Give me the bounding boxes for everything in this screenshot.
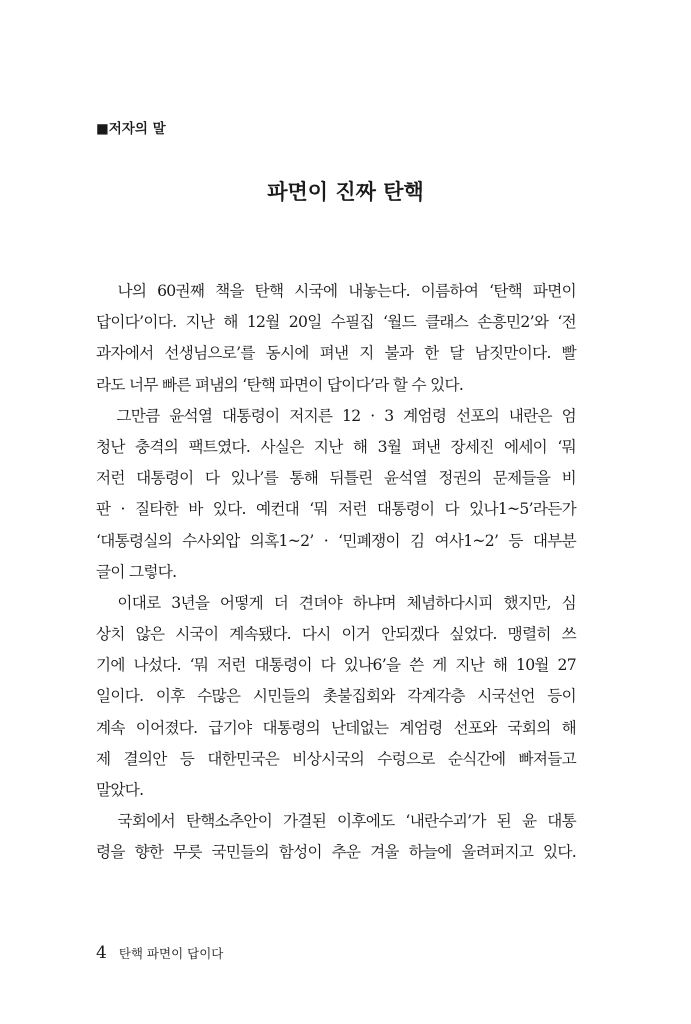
section-label: ■저자의 말 <box>96 121 166 137</box>
body-line: 일이다. 이후 수많은 시민들의 촛불집회와 각계각층 시국선언 등이 <box>96 687 576 706</box>
chapter-title: 파면이 진짜 탄핵 <box>267 180 424 204</box>
body-line: 판 · 질타한 바 있다. 예컨대 ‘뭐 저런 대통령이 다 있나1~5’라든가 <box>96 500 576 519</box>
body-line: 답이다’이다. 지난 해 12월 20일 수필집 ‘월드 클래스 손흥민2’와 ‘전 <box>96 313 576 332</box>
page-footer <box>96 943 223 963</box>
body-line: 청난 충격의 팩트였다. 사실은 지난 해 3월 펴낸 장세진 에세이 ‘뭐 <box>96 437 576 456</box>
body-line: ‘대통령실의 수사외압 의혹1~2’ · ‘민폐쟁이 김 여사1~2’ 등 대부분 <box>96 531 576 550</box>
body-line: 기에 나섰다. ‘뭐 저런 대통령이 다 있나6’을 쓴 게 지난 해 10월 27 <box>96 656 576 675</box>
body-line: 이대로 3년을 어떻게 더 견뎌야 하냐며 체념하다시피 했지만, 심 <box>96 593 576 612</box>
body-line: 글이 그렇다. <box>96 562 177 581</box>
body-line: 제 결의안 등 대한민국은 비상시국의 수렁으로 순식간에 빠져들고 <box>96 749 576 768</box>
body-line: 나의 60권째 책을 탄핵 시국에 내놓는다. 이름하여 ‘탄핵 파면이 <box>96 282 576 300</box>
running-title: 탄핵 파면이 답이다 <box>118 946 224 961</box>
body-text <box>96 276 576 869</box>
body-line: 상치 않은 시국이 계속됐다. 다시 이거 안되겠다 싶었다. 맹렬히 쓰 <box>96 625 576 644</box>
body-line: 저런 대통령이 다 있나’를 통해 뒤틀린 윤석열 정권의 문제들을 비 <box>96 469 576 488</box>
body-line: 말았다. <box>96 781 144 799</box>
body-line: 국회에서 탄핵소추안이 가결된 이후에도 ‘내란수괴’가 된 윤 대통 <box>96 812 576 831</box>
body-line: 라도 너무 빠른 펴냄의 ‘탄핵 파면이 답이다’라 할 수 있다. <box>96 375 464 394</box>
body-line: 과자에서 선생님으로’를 동시에 펴낸 지 불과 한 달 남짓만이다. 빨 <box>96 344 576 363</box>
body-line: 그만큼 윤석열 대통령이 저지른 12 · 3 계엄령 선포의 내란은 엄 <box>96 406 576 425</box>
body-line: 계속 이어졌다. 급기야 대통령의 난데없는 계엄령 선포와 국회의 해 <box>96 718 576 737</box>
body-line: 령을 향한 무릇 국민들의 함성이 추운 겨울 하늘에 울려퍼지고 있다. <box>96 843 576 862</box>
page-number: 4 <box>96 943 107 963</box>
